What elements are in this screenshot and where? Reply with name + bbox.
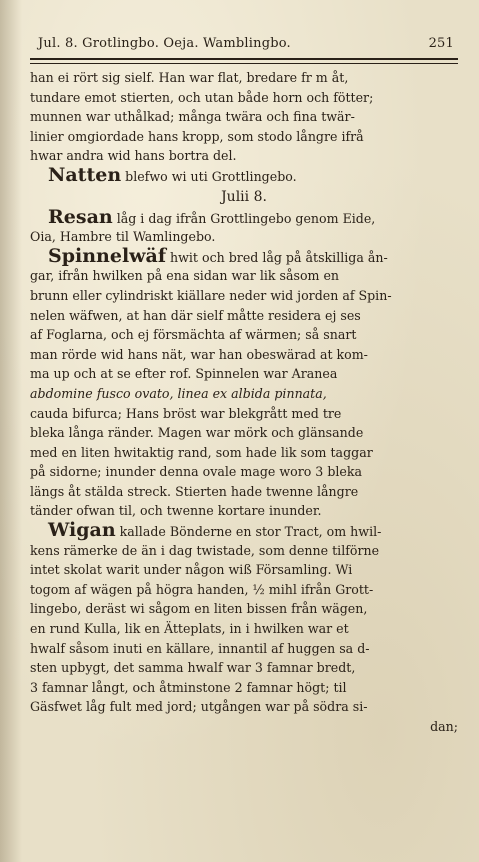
text-line: munnen war uthålkad; många twära och fina twär- [30,109,355,125]
header-rule-thin [30,63,458,64]
text-line: bleka långa ränder. Magen war mörk och glänsande [30,425,364,441]
running-header [30,36,458,56]
text-line: nelen wäfwen, at han där sielf måtte residera ej ses [30,307,361,323]
page-text [30,36,458,737]
lead-word: Wigan [48,521,116,541]
date-heading: Julii 8. [221,188,267,205]
text-span: blefwo wi uti Grottlingebo. [121,168,297,184]
lead-word: Spinnelwäf [48,246,166,267]
text-line: ma up och at se efter rof. Spinnelen war Aranea [30,366,338,382]
text-line: med en liten hwitaktig rand, som hade lik som taggar [30,444,373,460]
running-title: Jul. 8. Grotlingbo. Oeja. Wamblingbo. [38,36,291,51]
text-line: tänder ofwan til, och twenne kortare inunder. [30,503,322,519]
page-number: 251 [428,36,454,51]
text-line-end: dan; [430,719,458,734]
text-line: han ei rört sig sielf. Han war flat, bredare fr m åt, [30,70,349,85]
text-line: Gäsfwet låg fult med jord; utgången war på södra si- [30,699,368,715]
text-line: brunn eller cylindriskt kiällare neder wid jorden af Spin- [30,287,392,303]
text-line: sten upbygt, det samma hwalf war 3 famnar bredt, [30,660,356,676]
text-line: gar, ifrån hwilken på ena sidan war lik såsom en [30,268,340,284]
text-line: togom af wägen på högra handen, ½ mihl ifrån Grott- [30,581,374,597]
text-line: längs åt stälda streck. Stierten hade twenne långre [30,483,359,499]
paragraph-spinnelwaf [30,247,458,267]
paragraph-resan [30,208,458,228]
text-span: låg i dag ifrån Grottlingebo genom Eide, [112,210,376,226]
header-rule [30,58,458,60]
text-span: kallade Bönderne en stor Tract, om hwil- [115,524,382,540]
text-line: tundare emot stierten, och utan både horn och fötter; [30,89,374,105]
lead-word: Natten [48,165,122,186]
text-line: en rund Kulla, lik en Ätteplats, in i hwilken war et [30,621,349,637]
text-line: linier omgiordade hans kropp, som stodo långre ifrå [30,128,364,144]
text-span: hwit och bred låg på åtskilliga ån- [166,249,388,265]
paragraph-natten [30,166,458,186]
text-line: lingebo, deräst wi sågom en liten bissen från wägen, [30,601,368,617]
text-line: hwar andra wid hans bortra del. [30,148,237,164]
latin-line: abdomine fusco ovato, linea ex albida pinnata, [30,385,327,401]
page-gutter-shadow [0,0,22,862]
text-line: 3 famnar långt, och åtminstone 2 famnar högt; til [30,679,347,695]
text-line: af Foglarna, och ej försmächta af wärmen; så snart [30,327,357,343]
text-line: på sidorne; inunder denna ovale mage woro 3 bleka [30,464,363,480]
text-line: kens rämerke de än i dag twistade, som denne tilförne [30,542,380,558]
text-line: cauda bifurca; Hans bröst war blekgrått med tre [30,405,342,421]
text-line: man rörde wid hans nät, war han obeswärad at kom- [30,346,368,362]
lead-word: Resan [48,207,113,228]
text-line: hwalf såsom inuti en källare, innantil af huggen sa d- [30,640,370,656]
text-line: Oia, Hambre til Wamlingebo. [30,229,216,245]
paragraph-wigan [30,521,458,541]
text-line: intet skolat warit under någon wiß Församling. Wi [30,562,353,578]
